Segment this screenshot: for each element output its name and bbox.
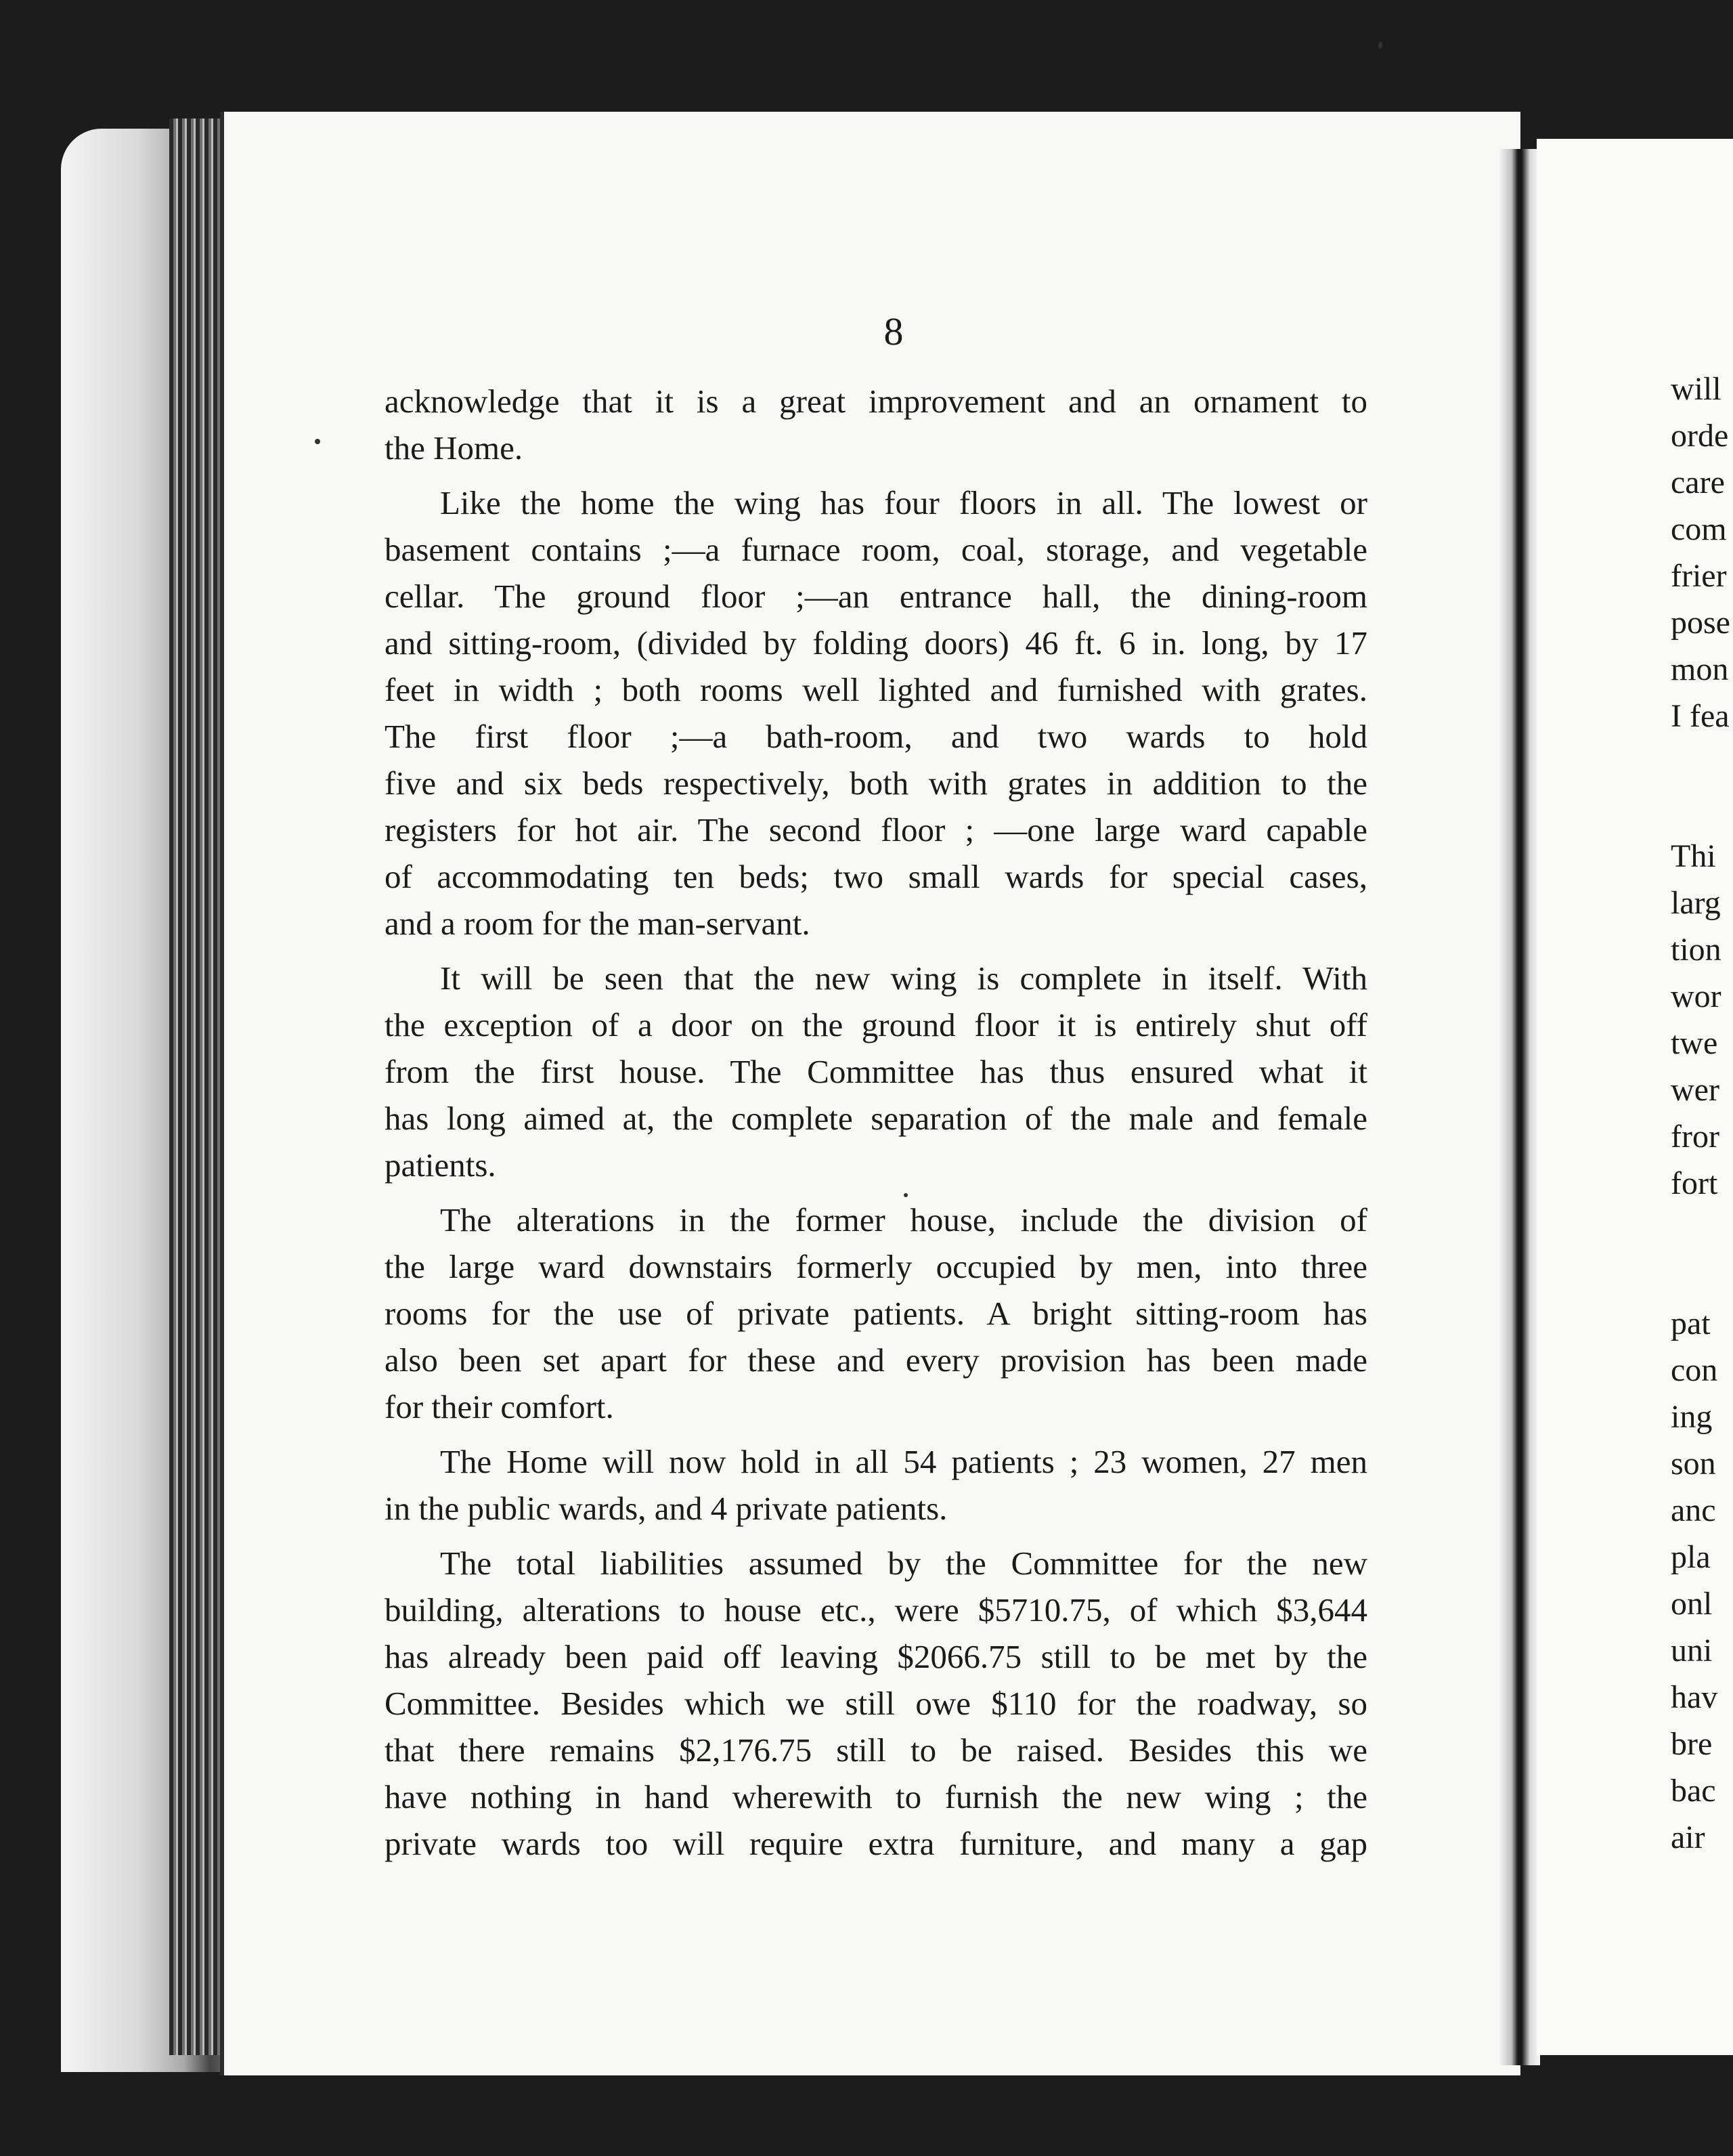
text-line: feet in width ; both rooms well lighted and furnished with grates.	[385, 671, 1367, 708]
text-line: the exception of a door on the ground floor it is entirely shut off	[385, 1006, 1367, 1043]
fragment-line: fort	[1671, 1165, 1718, 1201]
text-line: patients.	[385, 1146, 496, 1184]
fragment-line: anc	[1671, 1492, 1716, 1528]
fragment-line: will	[1671, 371, 1721, 407]
fragment-line: care	[1671, 465, 1725, 500]
text-line: also been set apart for these and every provision has been made	[385, 1341, 1367, 1379]
page-body-text	[385, 378, 1367, 1867]
text-line: building, alterations to house etc., were $5710.75, of which $3,644	[385, 1591, 1367, 1629]
text-line: registers for hot air. The second floor ; —one large ward capable	[385, 811, 1367, 848]
paragraph-6	[385, 1540, 1367, 1867]
text-line: basement contains ;—a furnace room, coal, storage, and vegetable	[385, 531, 1367, 568]
text-line: have nothing in hand wherewith to furnish the new wing ; the	[385, 1778, 1367, 1815]
text-line: the Home.	[385, 429, 523, 467]
paragraph-5	[385, 1438, 1367, 1532]
paragraph-1	[385, 378, 1367, 471]
text-line: The first floor ;—a bath-room, and two wards to hold	[385, 718, 1367, 755]
text-line: cellar. The ground floor ;—an entrance hall, the dining-room	[385, 578, 1367, 615]
paragraph-4	[385, 1196, 1367, 1430]
fragment-line: wer	[1671, 1072, 1719, 1108]
ink-speck	[1378, 42, 1382, 49]
fragment-line: uni	[1671, 1633, 1713, 1668]
fragment-line: pat	[1671, 1306, 1711, 1341]
fragment-line: onl	[1671, 1586, 1713, 1622]
right-page-text-fragments	[1671, 366, 1733, 1861]
text-line: It will be seen that the new wing is complete in itself. With	[440, 960, 1367, 997]
text-line: and a room for the man-servant.	[385, 905, 810, 942]
fragment-line: wor	[1671, 978, 1721, 1014]
fragment-line: twe	[1671, 1025, 1718, 1061]
text-line: The Home will now hold in all 54 patients ; 23 women, 27 men	[440, 1443, 1367, 1480]
text-line: has long aimed at, the complete separation of the male and female	[385, 1100, 1367, 1137]
text-line: rooms for the use of private patients. A bright sitting-room has	[385, 1295, 1367, 1332]
text-line: that there remains $2,176.75 still to be raised. Besides this we	[385, 1731, 1367, 1769]
fragment-line: larg	[1671, 885, 1721, 921]
text-line: of accommodating ten beds; two small wards for special cases,	[385, 858, 1367, 895]
page-number: 8	[883, 309, 904, 353]
fragment-line: tion	[1671, 932, 1721, 968]
paragraph-2	[385, 479, 1367, 947]
text-line: has already been paid off leaving $2066.75 still to be met by the	[385, 1638, 1367, 1675]
text-line: acknowledge that it is a great improvement and an ornament to	[385, 383, 1367, 420]
text-line: the large ward downstairs formerly occupied by men, into three	[385, 1248, 1367, 1285]
fragment-line: ing	[1671, 1399, 1713, 1435]
fragment-line: frier	[1671, 558, 1727, 594]
paragraph-3	[385, 955, 1367, 1188]
fragment-line: mon	[1671, 651, 1729, 687]
fragment-line: com	[1671, 511, 1727, 547]
text-line: in the public wards, and 4 private patients.	[385, 1490, 948, 1527]
text-line: The total liabilities assumed by the Committee for the new	[440, 1545, 1367, 1582]
fragment-line: con	[1671, 1352, 1718, 1388]
fragment-line: Thi	[1671, 838, 1716, 874]
fragment-line: hav	[1671, 1679, 1718, 1715]
fragment-line: son	[1671, 1446, 1716, 1482]
text-line: Committee. Besides which we still owe $110 for the roadway, so	[385, 1685, 1367, 1722]
ink-speck	[315, 439, 320, 444]
text-line: for their comfort.	[385, 1388, 614, 1425]
fragment-line: orde	[1671, 418, 1729, 454]
ink-speck	[904, 1193, 908, 1197]
book-gutter	[1499, 149, 1540, 2065]
fragment-line: bre	[1671, 1726, 1713, 1762]
text-line: private wards too will require extra furniture, and many a gap	[385, 1825, 1367, 1862]
text-line: and sitting-room, (divided by folding doors) 46 ft. 6 in. long, by 17	[385, 624, 1367, 662]
fragment-line: pose	[1671, 605, 1730, 641]
text-line: from the first house. The Committee has thus ensured what it	[385, 1053, 1367, 1090]
text-line: five and six beds respectively, both with grates in addition to the	[385, 764, 1367, 802]
fragment-line: pla	[1671, 1539, 1711, 1575]
text-line: The alterations in the former house, include the division of	[440, 1201, 1367, 1238]
fragment-line: fror	[1671, 1119, 1719, 1155]
fragment-line: bac	[1671, 1773, 1716, 1809]
fragment-line: air	[1671, 1819, 1705, 1855]
text-line: Like the home the wing has four floors in all. The lowest or	[440, 484, 1367, 521]
fragment-line: I fea	[1671, 698, 1730, 734]
page-stack-edge	[169, 118, 223, 2055]
